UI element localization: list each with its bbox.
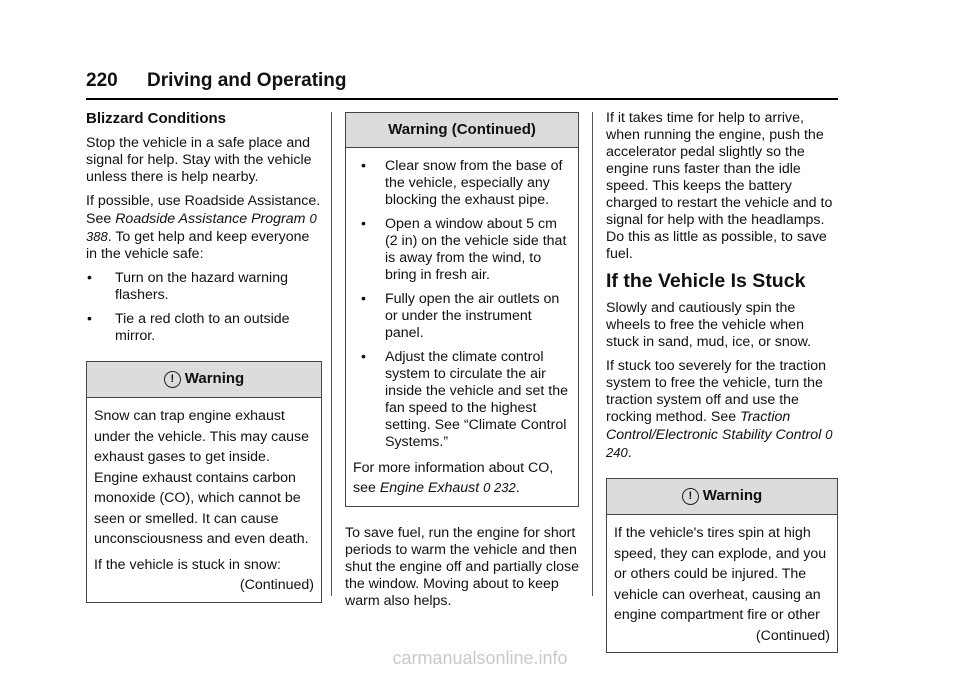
column-divider bbox=[331, 112, 332, 596]
page-reference: 0 388 bbox=[86, 211, 317, 244]
page-reference: 0 240 bbox=[606, 427, 833, 460]
warning-text: For more information about CO, see Engine Exhaust 0 232. bbox=[353, 460, 554, 496]
list-item: • Clear snow from the base of the vehicle, especially any blocking the exhaust pipe. bbox=[361, 158, 563, 208]
warning-header: ! Warning bbox=[607, 479, 837, 515]
warning-circle-icon: ! bbox=[164, 371, 181, 388]
warning-box-continued bbox=[345, 112, 579, 507]
chapter-title: Driving and Operating bbox=[147, 70, 347, 91]
paragraph: Slowly and cautiously spin the wheels to free the vehicle when stuck in sand, mud, ice, or snow. bbox=[606, 300, 812, 350]
page-reference: 0 232 bbox=[483, 480, 516, 495]
list-item: • Turn on the hazard warning flashers. bbox=[87, 270, 288, 303]
continued-label: (Continued) bbox=[755, 627, 830, 644]
continued-label: (Continued) bbox=[239, 577, 314, 593]
warning-text: Snow can trap engine exhaust under the vehicle. This may cause exhaust gases to get inside. Engine exhaust contains carbon monoxide (CO), which cannot be seen or smelled. It can cause unconsciousness and even death. bbox=[94, 408, 310, 547]
column-2 bbox=[345, 112, 579, 617]
list-item: • Adjust the climate control system to circulate the air inside the vehicle and set the fan speed to the highest setting. See “Climate Control Systems.” bbox=[361, 349, 568, 450]
section-title: Blizzard Conditions bbox=[86, 110, 226, 127]
page-number: 220 bbox=[86, 70, 118, 91]
column-3 bbox=[606, 110, 838, 653]
list-item: • Open a window about 5 cm (2 in) on the vehicle side that is away from the wind, to bring in fresh air. bbox=[361, 216, 567, 283]
warning-box bbox=[86, 361, 322, 603]
column-1 bbox=[86, 110, 322, 603]
header-rule bbox=[86, 98, 838, 100]
list-item: • Fully open the air outlets on or under the instrument panel. bbox=[361, 291, 560, 341]
warning-box bbox=[606, 478, 838, 653]
paragraph: To save fuel, run the engine for short periods to warm the vehicle and then shut the engine off and partially close the window. Moving about to keep warm also helps. bbox=[345, 525, 579, 609]
watermark: carmanualsonline.info bbox=[392, 648, 568, 668]
warning-circle-icon: ! bbox=[682, 488, 699, 505]
list-item: • Tie a red cloth to an outside mirror. bbox=[87, 311, 290, 344]
section-title: If the Vehicle Is Stuck bbox=[606, 270, 806, 292]
warning-text: If the vehicle's tires spin at high speed, they can explode, and you or others could be injured. The vehicle can overheat, causing an engine compartment fire or other bbox=[614, 525, 827, 623]
cross-reference-link[interactable]: Roadside Assistance Program bbox=[115, 211, 306, 227]
paragraph: If stuck too severely for the traction system to free the vehicle, turn the traction system off and use the rocking method. See Traction Control/Electronic Stability Control 0 240. bbox=[606, 358, 833, 461]
warning-text: If the vehicle is stuck in snow: bbox=[94, 556, 281, 573]
warning-header: Warning (Continued) bbox=[346, 113, 578, 148]
paragraph: If possible, use Roadside Assistance. See Roadside Assistance Program 0 388. To get help and keep everyone in the vehicle safe: bbox=[86, 193, 321, 262]
warning-header: ! Warning bbox=[87, 362, 321, 398]
column-divider bbox=[592, 112, 593, 596]
cross-reference-link[interactable]: Traction Control/Electronic Stability Control bbox=[606, 409, 822, 443]
paragraph: If it takes time for help to arrive, when running the engine, push the accelerator pedal slightly so the engine runs faster than the idle speed. This keeps the battery charged to restart the vehicle and to signal for help with the headlamps. Do this as little as possible, to save fuel. bbox=[606, 110, 833, 262]
cross-reference-link[interactable]: Engine Exhaust bbox=[379, 480, 480, 496]
paragraph: Stop the vehicle in a safe place and signal for help. Stay with the vehicle unless there is help nearby. bbox=[86, 135, 312, 185]
